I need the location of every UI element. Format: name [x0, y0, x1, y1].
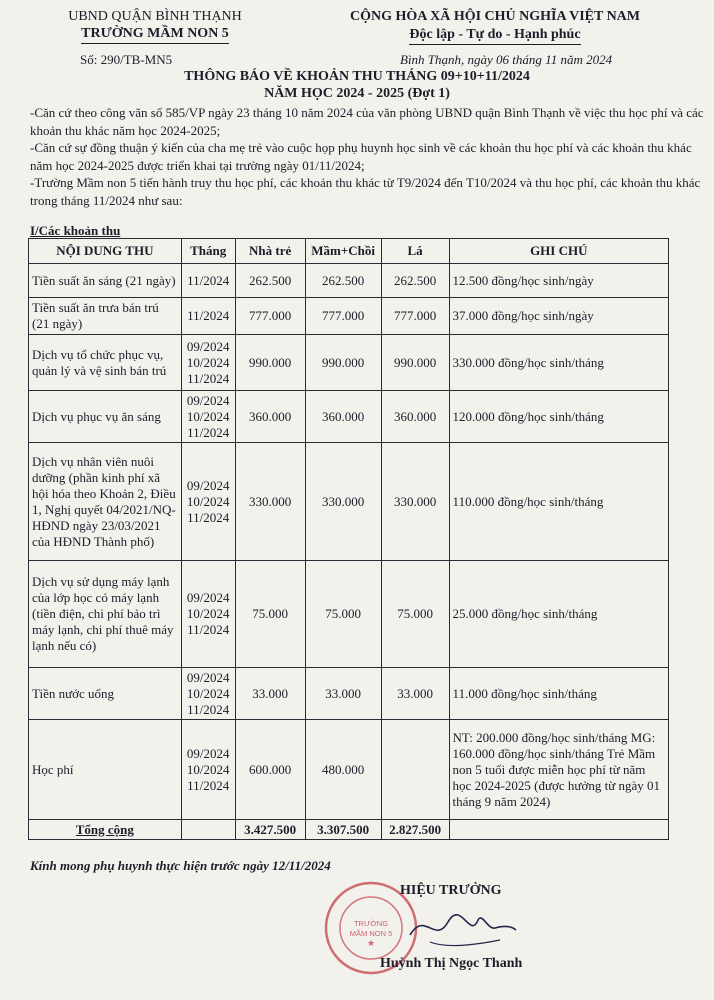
table-row: [29, 264, 669, 298]
row-note: NT: 200.000 đồng/học sinh/tháng MG: 160.000 đồng/học sinh/tháng Trẻ Mầm non 5 tuổi được miễn học phí từ năm học 2024-2025 (được hưởng từ ngày 01 tháng 9 năm 2024): [449, 720, 668, 820]
row-nha-tre: 262.500: [235, 264, 305, 298]
row-la: 777.000: [381, 298, 449, 335]
total-la: 2.827.500: [381, 820, 449, 840]
signatory-name: Huỳnh Thị Ngọc Thanh: [380, 956, 523, 971]
row-mam-choi: 75.000: [305, 561, 381, 668]
row-note: 12.500 đồng/học sinh/ngày: [449, 264, 668, 298]
row-month: 09/2024 10/2024 11/2024: [181, 561, 235, 668]
row-month: 11/2024: [181, 298, 235, 335]
row-note: 25.000 đồng/học sinh/tháng: [449, 561, 668, 668]
intro-paragraph: -Căn cứ sự đồng thuận ý kiến của cha mẹ trẻ vào cuộc họp phụ huynh học sinh về các khoản thu học phí và các khoản thu khác năm học 2024-2025 được triển khai tại trường ngày 01/11/2024;: [30, 140, 692, 173]
table-row: [29, 561, 669, 668]
handwritten-signature: [400, 900, 520, 955]
school-name: TRƯỜNG MẦM NON 5: [81, 25, 229, 44]
row-mam-choi: 990.000: [305, 335, 381, 391]
row-content: Dịch vụ sử dụng máy lạnh của lớp học có máy lạnh (tiền điện, chi phí bảo trì máy lạnh, chi phí thuê máy lạnh nếu có): [29, 561, 182, 668]
table-row: [29, 720, 669, 820]
row-la: 75.000: [381, 561, 449, 668]
total-label: Tổng cộng: [29, 820, 182, 840]
table-row: [29, 391, 669, 443]
row-month: 09/2024 10/2024 11/2024: [181, 443, 235, 561]
row-mam-choi: 33.000: [305, 668, 381, 720]
table-header-row: [29, 239, 669, 264]
document-number: Số: 290/TB-MN5: [80, 52, 173, 67]
signatory-title: HIỆU TRƯỞNG: [400, 883, 502, 898]
table-row: [29, 335, 669, 391]
title-line-1: THÔNG BÁO VỀ KHOẢN THU THÁNG 09+10+11/2024: [184, 69, 530, 84]
row-content: Tiền suất ăn sáng (21 ngày): [29, 264, 182, 298]
row-la: 33.000: [381, 668, 449, 720]
row-nha-tre: 777.000: [235, 298, 305, 335]
table-row: [29, 668, 669, 720]
row-note: 330.000 đồng/học sinh/tháng: [449, 335, 668, 391]
country-name: CỘNG HÒA XÃ HỘI CHỦ NGHĨA VIỆT NAM: [349, 9, 640, 24]
row-mam-choi: 330.000: [305, 443, 381, 561]
national-motto: Độc lập - Tự do - Hạnh phúc: [409, 26, 580, 45]
fee-table: [28, 238, 669, 840]
row-month: 09/2024 10/2024 11/2024: [181, 391, 235, 443]
row-mam-choi: 777.000: [305, 298, 381, 335]
total-mam-choi: 3.307.500: [305, 820, 381, 840]
section-title: I/Các khoản thu: [30, 223, 121, 238]
table-row: [29, 443, 669, 561]
row-month: 09/2024 10/2024 11/2024: [181, 720, 235, 820]
header-content: NỘI DUNG THU: [29, 239, 182, 264]
row-nha-tre: 360.000: [235, 391, 305, 443]
row-note: 120.000 đồng/học sinh/tháng: [449, 391, 668, 443]
authority-name: UBND QUẬN BÌNH THẠNH: [68, 9, 242, 24]
row-note: 110.000 đồng/học sinh/tháng: [449, 443, 668, 561]
national-header: [285, 8, 705, 45]
row-month: 11/2024: [181, 264, 235, 298]
svg-text:★: ★: [366, 938, 376, 948]
row-la: 262.500: [381, 264, 449, 298]
row-la: [381, 720, 449, 820]
row-nha-tre: 330.000: [235, 443, 305, 561]
total-row: [29, 820, 669, 840]
row-nha-tre: 75.000: [235, 561, 305, 668]
issuer-header: [40, 8, 270, 44]
header-month: Tháng: [181, 239, 235, 264]
header-mam-choi: Mầm+Chồi: [305, 239, 381, 264]
row-content: Tiền nước uống: [29, 668, 182, 720]
header-note: GHI CHÚ: [449, 239, 668, 264]
title-line-2: NĂM HỌC 2024 - 2025 (Đợt 1): [264, 86, 450, 101]
header-nha-tre: Nhà trẻ: [235, 239, 305, 264]
row-note: 11.000 đồng/học sinh/tháng: [449, 668, 668, 720]
row-nha-tre: 990.000: [235, 335, 305, 391]
closing-request: Kính mong phụ huynh thực hiện trước ngày 12/11/2024: [30, 858, 331, 873]
row-content: Học phí: [29, 720, 182, 820]
row-content: Dịch vụ phục vụ ăn sáng: [29, 391, 182, 443]
row-content: Dịch vụ tổ chức phục vụ, quản lý và vệ sinh bán trú: [29, 335, 182, 391]
row-nha-tre: 33.000: [235, 668, 305, 720]
svg-text:TRƯỜNG: TRƯỜNG: [353, 919, 389, 928]
row-la: 330.000: [381, 443, 449, 561]
table-row: [29, 298, 669, 335]
row-mam-choi: 480.000: [305, 720, 381, 820]
intro-paragraphs: [30, 104, 705, 209]
notice-title: [0, 68, 714, 102]
row-month: 09/2024 10/2024 11/2024: [181, 335, 235, 391]
row-mam-choi: 262.500: [305, 264, 381, 298]
intro-paragraph: -Căn cứ theo công văn số 585/VP ngày 23 tháng 10 năm 2024 của văn phòng UBND quận Bình Thạnh về việc thu học phí và các khoản thu khác năm học 2024-2025;: [30, 105, 704, 138]
row-la: 990.000: [381, 335, 449, 391]
svg-text:MẦM NON 5: MẦM NON 5: [349, 929, 393, 938]
total-nha-tre: 3.427.500: [235, 820, 305, 840]
issue-date: Bình Thạnh, ngày 06 tháng 11 năm 2024: [400, 52, 613, 67]
row-mam-choi: 360.000: [305, 391, 381, 443]
intro-paragraph: -Trường Mầm non 5 tiến hành truy thu học phí, các khoản thu khác từ T9/2024 đến T10/2024 và thu học phí, các khoản thu khác trong tháng 11/2024 như sau:: [30, 175, 701, 208]
row-note: 37.000 đồng/học sinh/ngày: [449, 298, 668, 335]
row-content: Dịch vụ nhân viên nuôi dưỡng (phần kinh phí xã hội hóa theo Khoản 2, Điều 1, Nghị quyết 04/2021/NQ-HĐND ngày 23/03/2021 của HĐND Thành phố): [29, 443, 182, 561]
total-note-empty: [449, 820, 668, 840]
row-month: 09/2024 10/2024 11/2024: [181, 668, 235, 720]
row-la: 360.000: [381, 391, 449, 443]
row-content: Tiền suất ăn trưa bán trú (21 ngày): [29, 298, 182, 335]
total-month-empty: [181, 820, 235, 840]
row-nha-tre: 600.000: [235, 720, 305, 820]
header-la: Lá: [381, 239, 449, 264]
